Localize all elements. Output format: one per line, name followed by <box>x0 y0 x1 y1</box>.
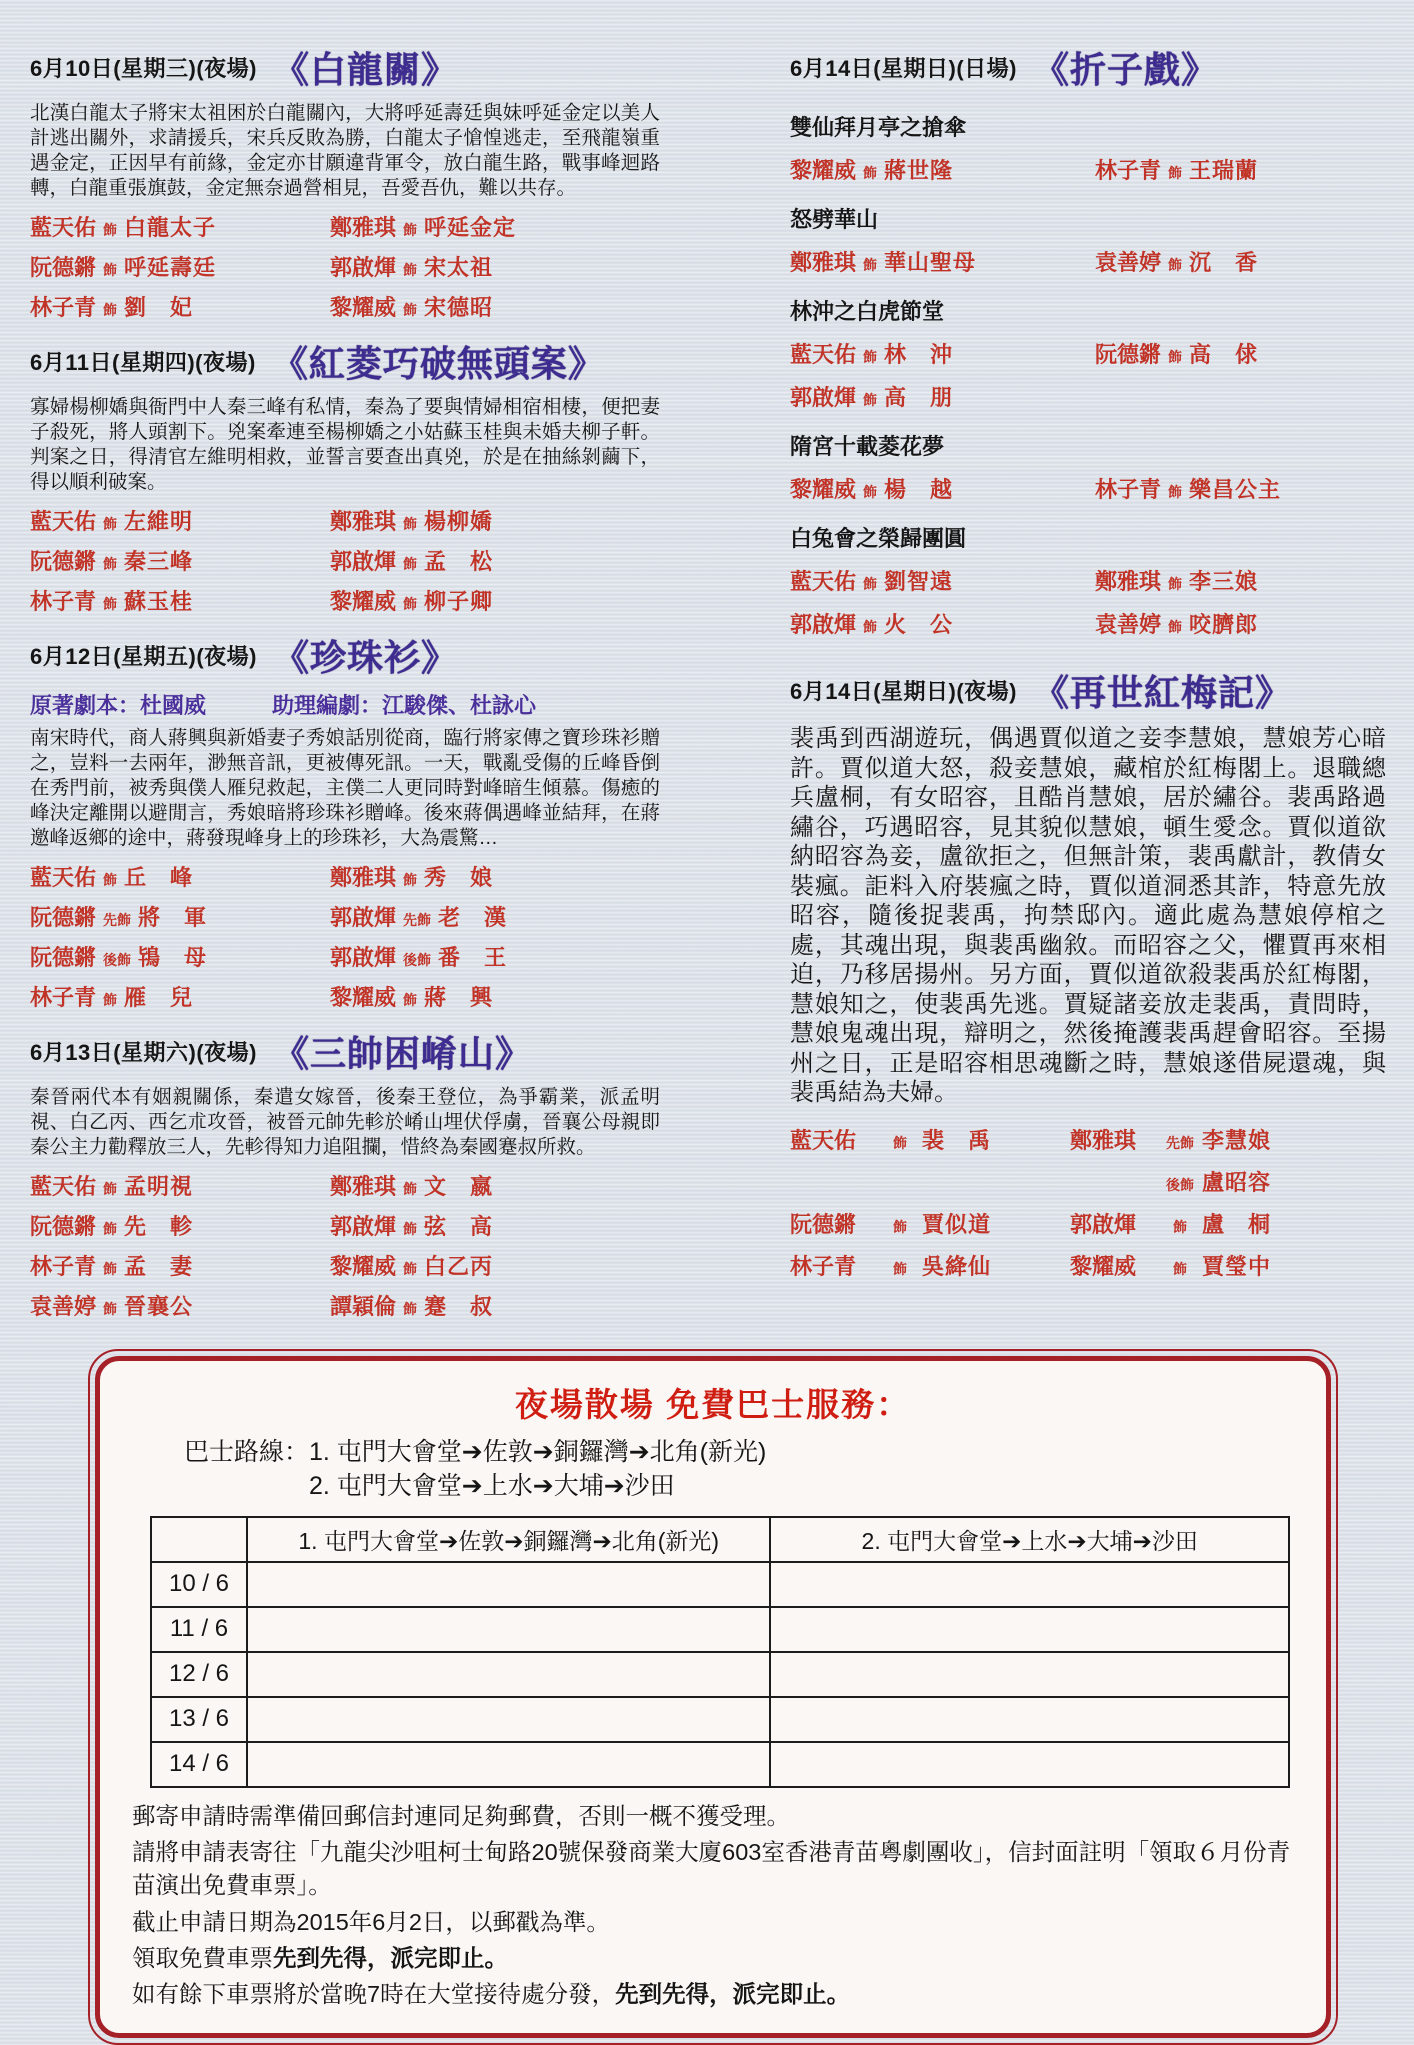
actor-name: 郭啟煇 <box>790 385 857 410</box>
role-tag: 飾 <box>103 1181 118 1197</box>
role-tag: 飾 <box>403 302 418 318</box>
cast-entry <box>330 585 660 616</box>
cast-entry <box>30 1290 330 1321</box>
show-zhenzhushan <box>30 630 660 1012</box>
role-tag: 飾 <box>403 1221 418 1237</box>
left-column <box>30 42 660 1335</box>
actor-name: 藍天佑 <box>30 215 97 240</box>
application-notes <box>132 1800 1294 2012</box>
bus-schedule-table <box>150 1516 1290 1788</box>
role-tag: 飾 <box>863 349 878 365</box>
role-name: 賈似道 <box>922 1211 992 1237</box>
excerpt-name: 怒劈華山 <box>790 207 879 232</box>
role-tag: 飾 <box>403 516 418 532</box>
actor-name: 郭啟煇 <box>330 1214 397 1239</box>
role-name: 高 俅 <box>1189 342 1259 367</box>
actor-name: 阮德鏘 <box>30 945 97 970</box>
cast-entry <box>330 291 660 322</box>
actor-name: 袁善婷 <box>1095 612 1162 637</box>
cast-entry <box>30 291 330 322</box>
cast-list <box>790 246 1386 277</box>
role-tag: 飾 <box>863 484 878 500</box>
role-name: 白乙丙 <box>424 1254 494 1279</box>
role-name: 先 軫 <box>124 1214 194 1239</box>
empty-cell <box>770 1562 1289 1607</box>
cast-entry <box>1070 1124 1386 1155</box>
role-tag: 飾 <box>1168 349 1183 365</box>
role-tag: 飾 <box>1168 165 1183 181</box>
role-tag: 飾 <box>1168 576 1183 592</box>
actor-name: 袁善婷 <box>1095 250 1162 275</box>
role-tag: 飾 <box>403 262 418 278</box>
role-name: 楊 越 <box>884 477 954 502</box>
role-name: 劉智遠 <box>884 569 954 594</box>
table-route1-header: 1. 屯門大會堂➔佐敦➔銅鑼灣➔北角(新光) <box>247 1517 770 1562</box>
role-name: 蹇 叔 <box>424 1294 494 1319</box>
role-name: 孟明視 <box>124 1174 194 1199</box>
role-tag: 飾 <box>403 992 418 1008</box>
note-line: 郵寄申請時需準備回郵信封連同足夠郵費，否則一概不獲受理。 <box>132 1802 790 1829</box>
excerpt-name: 白兔會之榮歸團圓 <box>790 526 967 551</box>
role-tag: 後飾 <box>103 952 132 968</box>
role-name: 高 朋 <box>884 385 954 410</box>
cast-entry <box>30 1170 330 1201</box>
actor-name: 林子青 <box>790 1253 857 1279</box>
show-credits: 原著劇本：杜國威 助理編劇：江駿傑、杜詠心 <box>30 693 537 718</box>
show-date: 6月14日(星期日)(夜場) <box>790 679 1018 704</box>
role-tag: 飾 <box>1168 484 1183 500</box>
role-name: 鴇 母 <box>138 945 208 970</box>
role-tag: 先飾 <box>1166 1134 1194 1151</box>
role-name: 林 沖 <box>884 342 954 367</box>
role-name: 秦三峰 <box>124 549 194 574</box>
actor-name: 藍天佑 <box>30 1174 97 1199</box>
right-column <box>686 42 1386 1335</box>
role-tag: 飾 <box>1173 1260 1187 1277</box>
role-name: 柳子卿 <box>424 589 494 614</box>
show-title: 《紅菱巧破無頭案》 <box>271 343 605 384</box>
table-corner-cell <box>151 1517 247 1562</box>
bus-service-title: 夜場散場 免費巴士服務： <box>514 1386 912 1423</box>
note-bold-text: 先到先得，派完即止。 <box>615 1981 851 2008</box>
role-tag: 飾 <box>863 576 878 592</box>
show-header <box>30 1026 660 1077</box>
role-tag: 飾 <box>103 872 118 888</box>
empty-cell <box>770 1652 1289 1697</box>
role-tag: 飾 <box>103 222 118 238</box>
cast-entry <box>30 211 330 242</box>
cast-entry <box>30 1250 330 1281</box>
actor-name: 鄭雅琪 <box>330 509 397 534</box>
role-name: 咬臍郎 <box>1189 612 1259 637</box>
cast-entry <box>790 1124 1070 1155</box>
role-name: 秀 娘 <box>424 865 494 890</box>
note-bold-text: 先到先得，派完即止。 <box>273 1944 508 1971</box>
actor-name: 林子青 <box>30 985 97 1010</box>
actor-name: 藍天佑 <box>790 1127 857 1153</box>
show-title: 《白龍關》 <box>273 49 459 90</box>
cast-entry <box>1070 1208 1386 1239</box>
show-title: 《珍珠衫》 <box>273 637 459 678</box>
cast-entry <box>30 1210 330 1241</box>
actor-name: 鄭雅琪 <box>330 1174 397 1199</box>
role-tag: 飾 <box>103 1221 118 1237</box>
role-tag: 飾 <box>103 556 118 572</box>
show-sanshuai <box>30 1026 660 1321</box>
cast-list <box>790 565 1386 639</box>
actor-name: 阮德鏘 <box>30 1214 97 1239</box>
show-synopsis: 裴禹到西湖遊玩，偶遇賈似道之妾李慧娘，慧娘芳心暗許。賈似道大怒，殺妾慧娘，藏棺於紅梅閣上。退職總兵盧桐，有女昭容，且酷肖慧娘，居於繡谷。裴禹路過繡谷，巧遇昭容，見其貌似慧娘，頓生愛念。賈似道欲納昭容為妾，盧欲拒之，但無計策，裴禹獻計，教倩女裝瘋。詎料入府裝瘋之時，賈似道洞悉其詐，特意先放昭容，隨後捉裴禹，拘禁邸內。適此處為慧娘停棺之處，其魂出現，與裴禹幽敘。而昭容之父，懼賈再來相迫，乃移居揚州。另方面，賈似道欲殺裴禹於紅梅閣，慧娘知之，使裴禹先逃。賈疑諸妾放走裴禹，責問時，慧娘鬼魂出現，辯明之，然後掩護裴禹趕會昭容。至揚州之日，正是昭容相思魂斷之時，慧娘遂借屍還魂，與裴禹結為夫婦。 <box>790 725 1386 1106</box>
cast-entry <box>330 1290 660 1321</box>
cast-entry <box>30 545 330 576</box>
actor-name: 袁善婷 <box>30 1294 97 1319</box>
actor-name: 黎耀威 <box>790 158 857 183</box>
actor-name: 藍天佑 <box>30 865 97 890</box>
actor-name: 郭啟煇 <box>330 945 397 970</box>
actor-name: 鄭雅琪 <box>1070 1127 1137 1153</box>
actor-name: 阮德鏘 <box>790 1211 857 1237</box>
cast-list <box>790 338 1386 412</box>
actor-name: 林子青 <box>30 1254 97 1279</box>
empty-cell <box>247 1607 770 1652</box>
date-cell: 12 / 6 <box>151 1652 247 1697</box>
cast-entry <box>330 505 660 536</box>
role-tag: 飾 <box>403 1181 418 1197</box>
cast-entry <box>330 545 660 576</box>
cast-entry <box>30 585 330 616</box>
cast-entry <box>1095 246 1386 277</box>
bus-route-1: 1. 屯門大會堂➔佐敦➔銅鑼灣➔北角(新光) <box>309 1438 767 1466</box>
role-name: 裴 禹 <box>922 1127 992 1153</box>
cast-list <box>790 154 1386 185</box>
actor-name: 黎耀威 <box>330 589 397 614</box>
actor-name: 林子青 <box>1095 158 1162 183</box>
cast-entry <box>330 861 660 892</box>
cast-entry <box>330 981 660 1012</box>
role-name: 火 公 <box>884 612 954 637</box>
role-tag: 飾 <box>103 1301 118 1317</box>
actor-name: 郭啟煇 <box>330 549 397 574</box>
role-name: 將 軍 <box>138 905 208 930</box>
role-tag: 飾 <box>863 619 878 635</box>
bus-service-box-inner <box>95 1356 1331 2038</box>
role-name: 番 王 <box>438 945 508 970</box>
cast-entry <box>330 211 660 242</box>
date-cell: 10 / 6 <box>151 1562 247 1607</box>
cast-entry <box>790 608 1095 639</box>
cast-entry <box>30 861 330 892</box>
actor-name: 郭啟煇 <box>790 612 857 637</box>
excerpt-baituhui <box>790 522 1386 639</box>
cast-entry <box>1095 338 1386 369</box>
role-tag: 飾 <box>103 262 118 278</box>
role-name: 賈瑩中 <box>1202 1253 1272 1279</box>
excerpt-name: 雙仙拜月亭之搶傘 <box>790 115 967 140</box>
role-tag: 飾 <box>403 596 418 612</box>
role-name: 宋德昭 <box>424 295 494 320</box>
role-name: 吳絳仙 <box>922 1253 992 1279</box>
show-title: 《折子戲》 <box>1033 49 1219 90</box>
role-name: 蔣世隆 <box>884 158 954 183</box>
cast-entry <box>790 1208 1070 1239</box>
actor-name: 鄭雅琪 <box>330 865 397 890</box>
actor-name: 鄭雅琪 <box>330 215 397 240</box>
cast-entry <box>790 473 1095 504</box>
actor-name: 藍天佑 <box>790 569 857 594</box>
cast-entry <box>1095 608 1386 639</box>
role-tag: 飾 <box>403 1261 418 1277</box>
bus-routes-lines <box>309 1436 766 1504</box>
role-name: 雁 兒 <box>124 985 194 1010</box>
role-name: 老 漢 <box>438 905 508 930</box>
role-name: 沉 香 <box>1189 250 1259 275</box>
actor-name: 黎耀威 <box>790 477 857 502</box>
table-header-row <box>151 1517 1289 1562</box>
role-name: 宋太祖 <box>424 255 494 280</box>
excerpt-linchong <box>790 295 1386 412</box>
empty-cell <box>770 1697 1289 1742</box>
table-route2-header: 2. 屯門大會堂➔上水➔大埔➔沙田 <box>770 1517 1289 1562</box>
role-name: 晉襄公 <box>124 1294 194 1319</box>
note-text: 如有餘下車票將於當晚7時在大堂接待處分發， <box>132 1981 616 2008</box>
actor-name: 黎耀威 <box>330 295 397 320</box>
cast-entry <box>790 154 1095 185</box>
show-bailongguan <box>30 42 660 322</box>
role-tag: 飾 <box>103 596 118 612</box>
cast-entry <box>330 251 660 282</box>
bus-routes <box>184 1436 1294 1504</box>
note-line: 截止申請日期為2015年6月2日，以郵戳為準。 <box>132 1908 610 1935</box>
cast-entry <box>30 505 330 536</box>
table-row <box>151 1607 1289 1652</box>
table-row <box>151 1652 1289 1697</box>
cast-entry <box>330 901 660 932</box>
role-tag: 飾 <box>863 392 878 408</box>
show-title: 《三帥困崤山》 <box>273 1033 533 1074</box>
actor-name: 藍天佑 <box>30 509 97 534</box>
date-cell: 14 / 6 <box>151 1742 247 1787</box>
cast-list <box>30 861 660 1012</box>
role-tag: 先飾 <box>403 912 432 928</box>
cast-entry <box>1070 1166 1386 1197</box>
cast-entry-spacer <box>790 1166 1070 1197</box>
empty-cell <box>247 1742 770 1787</box>
show-synopsis: 寡婦楊柳嬌與衙門中人秦三峰有私情，秦為了要與情婦相宿相棲，便把妻子殺死，將人頭割下。兇案牽連至楊柳嬌之小姑蘇玉桂與未婚夫柳子軒。判案之日，得清官左維明相救，並誓言要查出真兇，於是在抽絲剝繭下，得以順利破案。 <box>30 396 660 493</box>
role-tag: 飾 <box>403 556 418 572</box>
empty-cell <box>770 1742 1289 1787</box>
excerpt-qiangsan <box>790 111 1386 185</box>
bus-routes-label: 巴士路線： <box>184 1438 310 1466</box>
actor-name: 阮德鏘 <box>30 255 97 280</box>
show-date: 6月13日(星期六)(夜場) <box>30 1040 258 1065</box>
role-tag: 飾 <box>103 516 118 532</box>
show-date: 6月12日(星期五)(夜場) <box>30 644 258 669</box>
actor-name: 阮德鏘 <box>30 549 97 574</box>
cast-entry <box>30 901 330 932</box>
empty-cell <box>247 1562 770 1607</box>
table-row <box>151 1562 1289 1607</box>
role-tag: 飾 <box>403 872 418 888</box>
role-name: 王瑞蘭 <box>1189 158 1259 183</box>
show-zaishihongmeiji <box>790 665 1386 1281</box>
role-name: 蔣 興 <box>424 985 494 1010</box>
role-name: 左維明 <box>124 509 194 534</box>
date-cell: 11 / 6 <box>151 1607 247 1652</box>
role-tag: 飾 <box>1173 1218 1187 1235</box>
excerpt-name: 隋宮十載菱花夢 <box>790 434 945 459</box>
show-header <box>790 42 1386 93</box>
role-tag: 飾 <box>103 302 118 318</box>
actor-name: 藍天佑 <box>790 342 857 367</box>
actor-name: 阮德鏘 <box>30 905 97 930</box>
show-synopsis: 北漢白龍太子將宋太祖困於白龍關內，大將呼延壽廷與妹呼延金定以美人計逃出關外，求請援兵，宋兵反敗為勝，白龍太子愴惶逃走，至飛龍嶺重遇金定，正因早有前緣，金定亦甘願違背軍令，放白龍生路，戰事峰迴路轉，白龍重張旗鼓，金定無奈過營相見，吾愛吾仇，難以共存。 <box>30 102 660 199</box>
excerpt-suigong <box>790 430 1386 504</box>
role-tag: 先飾 <box>103 912 132 928</box>
role-name: 弦 高 <box>424 1214 494 1239</box>
table-row <box>151 1742 1289 1787</box>
date-cell: 13 / 6 <box>151 1697 247 1742</box>
show-header <box>30 630 660 681</box>
content-columns <box>30 42 1390 1335</box>
actor-name: 林子青 <box>30 295 97 320</box>
role-name: 李三娘 <box>1189 569 1259 594</box>
cast-entry <box>330 1250 660 1281</box>
show-date: 6月10日(星期三)(夜場) <box>30 56 258 81</box>
actor-name: 郭啟煇 <box>330 905 397 930</box>
actor-name: 譚穎倫 <box>330 1294 397 1319</box>
role-name: 華山聖母 <box>884 250 977 275</box>
show-synopsis: 南宋時代，商人蔣興與新婚妻子秀娘話別從商，臨行將家傳之寶珍珠衫贈之，豈料一去兩年，渺無音訊，更被傳死訊。一天，戰亂受傷的丘峰昏倒在秀門前，被秀與僕人雁兒救起，主僕二人更同時對峰暗生傾慕。傷癒的峰決定離開以避閒言，秀娘暗將珍珠衫贈峰。後來蔣偶遇峰並結拜，在蔣邀峰返鄉的途中，蔣發現峰身上的珍珠衫，大為震驚… <box>30 727 660 849</box>
empty-cell <box>247 1697 770 1742</box>
role-name: 呼延金定 <box>424 215 517 240</box>
cast-list <box>790 473 1386 504</box>
role-name: 孟 妻 <box>124 1254 194 1279</box>
cast-entry <box>1095 565 1386 596</box>
cast-entry <box>1070 1250 1386 1281</box>
show-title: 《再世紅梅記》 <box>1033 672 1293 713</box>
note-text: 領取免費車票 <box>132 1944 273 1971</box>
cast-entry <box>790 338 1095 369</box>
actor-name: 黎耀威 <box>1070 1253 1137 1279</box>
cast-entry <box>790 381 1095 412</box>
cast-entry <box>330 941 660 972</box>
note-line <box>132 1978 1294 2011</box>
role-tag: 飾 <box>403 1301 418 1317</box>
role-tag: 飾 <box>893 1134 907 1151</box>
role-tag: 飾 <box>1168 257 1183 273</box>
cast-entry <box>1095 473 1386 504</box>
actor-name: 阮德鏘 <box>1095 342 1162 367</box>
role-name: 白龍太子 <box>124 215 217 240</box>
role-tag: 飾 <box>103 1261 118 1277</box>
cast-entry <box>790 1250 1070 1281</box>
actor-name: 鄭雅琪 <box>1095 569 1162 594</box>
actor-name: 黎耀威 <box>330 985 397 1010</box>
role-name: 孟 松 <box>424 549 494 574</box>
role-tag: 飾 <box>103 992 118 1008</box>
role-name: 李慧娘 <box>1202 1127 1272 1153</box>
role-name: 呼延壽廷 <box>124 255 217 280</box>
cast-entry <box>790 565 1095 596</box>
cast-entry <box>30 251 330 282</box>
role-name: 文 嬴 <box>424 1174 494 1199</box>
role-tag: 飾 <box>403 222 418 238</box>
note-line: 請將申請表寄往「九龍尖沙咀柯士甸路20號保發商業大廈603室香港青苗粵劇團收」，信封面註明「領取６月份青苗演出免費車票」。 <box>132 1838 1291 1899</box>
role-tag: 後飾 <box>403 952 432 968</box>
cast-list <box>30 211 660 322</box>
bus-service-box <box>88 1349 1338 2045</box>
empty-cell <box>247 1652 770 1697</box>
show-date: 6月14日(星期日)(日場) <box>790 56 1018 81</box>
cast-list <box>790 1124 1386 1281</box>
show-header <box>30 42 660 93</box>
show-zhezixi <box>790 42 1386 639</box>
actor-name: 黎耀威 <box>330 1254 397 1279</box>
cast-entry <box>790 246 1095 277</box>
role-tag: 飾 <box>893 1260 907 1277</box>
cast-list <box>30 1170 660 1321</box>
role-name: 楊柳嬌 <box>424 509 494 534</box>
role-tag: 飾 <box>863 165 878 181</box>
cast-entry <box>330 1210 660 1241</box>
actor-name: 郭啟煇 <box>1070 1211 1137 1237</box>
role-tag: 飾 <box>863 257 878 273</box>
cast-entry <box>30 941 330 972</box>
show-header <box>30 336 660 387</box>
note-line <box>132 1942 1294 1975</box>
cast-entry <box>1095 381 1386 412</box>
role-name: 劉 妃 <box>124 295 194 320</box>
role-tag: 飾 <box>1168 619 1183 635</box>
show-date: 6月11日(星期四)(夜場) <box>30 350 256 375</box>
excerpt-nupihuashan <box>790 203 1386 277</box>
role-name: 丘 峰 <box>124 865 194 890</box>
role-name: 樂昌公主 <box>1189 477 1282 502</box>
cast-entry <box>330 1170 660 1201</box>
empty-cell <box>770 1607 1289 1652</box>
actor-name: 郭啟煇 <box>330 255 397 280</box>
role-tag: 飾 <box>893 1218 907 1235</box>
actor-name: 林子青 <box>1095 477 1162 502</box>
cast-entry <box>30 981 330 1012</box>
show-header <box>790 665 1386 716</box>
table-row <box>151 1697 1289 1742</box>
show-hongling <box>30 336 660 616</box>
bus-route-2: 2. 屯門大會堂➔上水➔大埔➔沙田 <box>309 1471 675 1500</box>
cast-list <box>30 505 660 616</box>
role-name: 盧昭容 <box>1202 1169 1272 1195</box>
show-synopsis: 秦晉兩代本有姻親關係，秦遣女嫁晉，後秦王登位，為爭霸業，派孟明視、白乙丙、西乞朮攻晉，被晉元帥先軫於崤山埋伏俘虜，晉襄公母親即秦公主力勸釋放三人，先軫得知力追阻攔，惜終為秦國蹇叔所救。 <box>30 1086 660 1158</box>
role-name: 蘇玉桂 <box>124 589 194 614</box>
cast-entry <box>1095 154 1386 185</box>
role-name: 盧 桐 <box>1202 1211 1272 1237</box>
actor-name: 林子青 <box>30 589 97 614</box>
role-tag: 後飾 <box>1166 1176 1194 1193</box>
actor-name: 鄭雅琪 <box>790 250 857 275</box>
excerpt-name: 林沖之白虎節堂 <box>790 299 945 324</box>
